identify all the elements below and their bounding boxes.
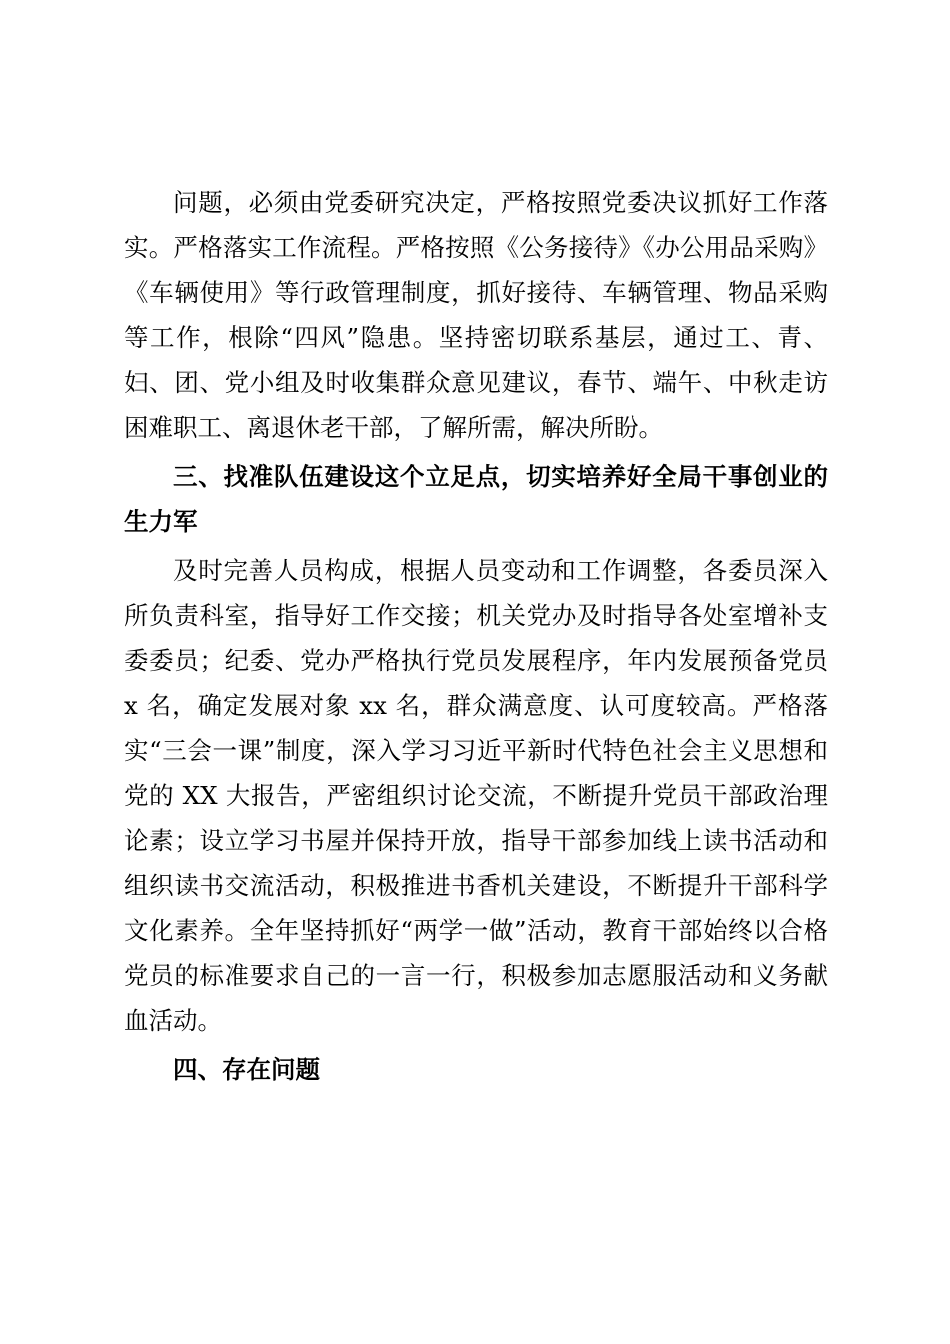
document-body	[124, 180, 828, 1092]
section-heading-team-building: 三、找准队伍建设这个立足点，切实培养好全局干事创业的生力军	[124, 462, 828, 536]
section-heading-existing-problems: 四、存在问题	[173, 1055, 320, 1084]
paragraph-personnel-and-study: 及时完善人员构成，根据人员变动和工作调整，各委员深入所负责科室，指导好工作交接；机关党办及时指导各处室增补支委委员；纪委、党办严格执行党员发展程序，年内发展预备党员 x 名，确定发展对象 xx 名，群众满意度、认可度较高。严格落实“三会一课”制度，深入学习习近平新时代特色社会主义思想和党的 XX 大报告，严密组织讨论交流，不断提升党员干部政治理论素；设立学习书屋并保持开放，指导干部参加线上读书活动和组织读书交流活动，积极推进书香机关建设，不断提升干部科学文化素养。全年坚持抓好“两学一做”活动，教育干部始终以合格党员的标准要求自己的一言一行，积极参加志愿服活动和义务献血活动。	[124, 556, 828, 1035]
paragraph-work-procedures: 问题，必须由党委研究决定，严格按照党委决议抓好工作落实。严格落实工作流程。严格按照《公务接待》《办公用品采购》《车辆使用》等行政管理制度，抓好接待、车辆管理、物品采购等工作，根除“四风”隐患。坚持密切联系基层，通过工、青、妇、团、党小组及时收集群众意见建议，春节、端午、中秋走访困难职工、离退休老干部，了解所需，解决所盼。	[124, 188, 828, 442]
